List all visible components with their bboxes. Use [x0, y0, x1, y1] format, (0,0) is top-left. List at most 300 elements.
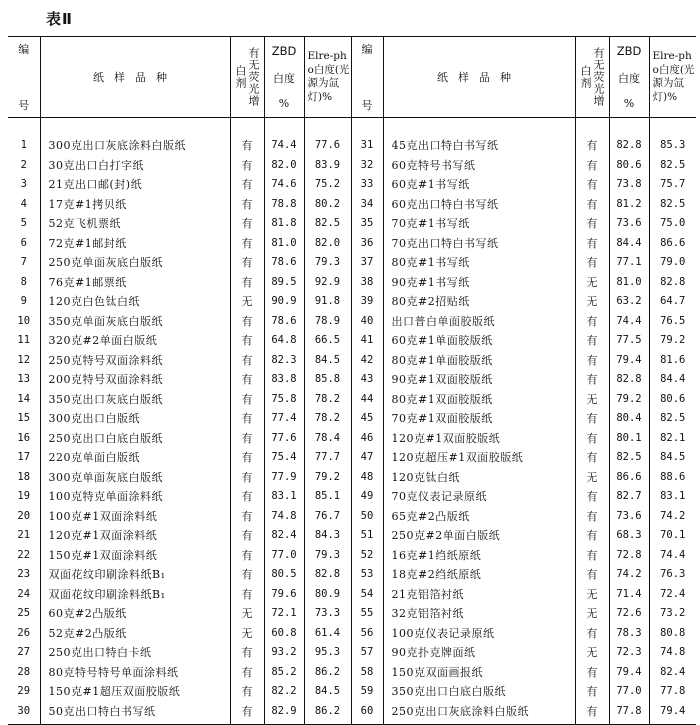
- fluorescent-flag: 有: [230, 565, 264, 585]
- table-row: [8, 292, 696, 312]
- row-number: 24: [17, 587, 31, 600]
- fluorescent-flag: 有: [230, 331, 264, 351]
- paper-name: 52克飞机票纸: [40, 214, 230, 234]
- row-number: 52: [351, 546, 383, 566]
- elrepho-value: 79.2: [304, 468, 351, 488]
- table-row: [8, 663, 696, 683]
- header-zbd-sub: 白度: [273, 71, 295, 85]
- paper-name: 120克白色钛白纸: [40, 292, 230, 312]
- paper-name: 双面花纹印刷涂料纸B₁: [40, 565, 230, 585]
- table-row: [8, 604, 696, 624]
- table-row: [8, 175, 696, 195]
- zbd-value: 73.6: [609, 507, 649, 527]
- fluorescent-flag: 有: [230, 234, 264, 254]
- elrepho-value: 86.2: [304, 663, 351, 683]
- row-number: 20: [17, 509, 31, 522]
- table-row: [8, 331, 696, 351]
- paper-name: 72克#1邮封纸: [40, 234, 230, 254]
- zbd-value: 63.2: [609, 292, 649, 312]
- paper-name: 70克#1双面胶版纸: [383, 409, 575, 429]
- elrepho-value: 61.4: [304, 624, 351, 644]
- zbd-value: 89.5: [264, 273, 304, 293]
- elrepho-value: 76.3: [649, 565, 696, 585]
- row-number: 28: [17, 665, 31, 678]
- row-number: 60: [351, 702, 383, 725]
- fluorescent-flag: 无: [230, 624, 264, 644]
- elrepho-value: 80.8: [649, 624, 696, 644]
- row-number: 26: [17, 626, 31, 639]
- paper-name: 120克#1双面胶版纸: [383, 429, 575, 449]
- table-row: [8, 682, 696, 702]
- fluorescent-flag: 有: [575, 195, 609, 215]
- row-number: 11: [17, 334, 31, 346]
- zbd-value: 85.2: [264, 663, 304, 683]
- row-number: 57: [351, 643, 383, 663]
- fluorescent-flag: 有: [230, 156, 264, 176]
- elrepho-value: 75.7: [649, 175, 696, 195]
- fluorescent-flag: 有: [575, 546, 609, 566]
- header-no-2: [351, 37, 383, 118]
- fluorescent-flag: 有: [230, 409, 264, 429]
- zbd-value: 77.1: [609, 253, 649, 273]
- fluorescent-flag: 有: [575, 624, 609, 644]
- header-no-top-2: 编: [361, 43, 373, 56]
- paper-name: 70克仪表记录原纸: [383, 487, 575, 507]
- zbd-value: 74.4: [609, 312, 649, 332]
- row-number: 32: [351, 156, 383, 176]
- fluorescent-flag: 有: [575, 118, 609, 156]
- row-number: 1: [20, 139, 27, 151]
- row-number: 17: [17, 451, 31, 463]
- fluorescent-flag: 有: [230, 702, 264, 725]
- paper-name: 90克扑克牌面纸: [383, 643, 575, 663]
- elrepho-value: 95.3: [304, 643, 351, 663]
- row-number: 33: [351, 175, 383, 195]
- paper-name: 80克#2招贴纸: [383, 292, 575, 312]
- table-row: [8, 702, 696, 725]
- row-number: 43: [351, 370, 383, 390]
- paper-name: 100克#1双面涂料纸: [40, 507, 230, 527]
- header-no-bottom-2: 号: [361, 99, 373, 112]
- header-zbd-2: [609, 37, 649, 118]
- table-row: [8, 448, 696, 468]
- fluorescent-flag: 有: [230, 118, 264, 156]
- paper-name: 250克特号双面涂料纸: [40, 351, 230, 371]
- row-number: 13: [17, 373, 31, 385]
- fluorescent-flag: 有: [230, 585, 264, 605]
- fluorescent-flag: 有: [575, 331, 609, 351]
- fluorescent-flag: 有: [575, 429, 609, 449]
- elrepho-value: 77.6: [304, 118, 351, 156]
- fluorescent-flag: 有: [230, 507, 264, 527]
- row-number: 19: [17, 490, 31, 502]
- row-number: 15: [17, 412, 31, 424]
- zbd-value: 81.0: [264, 234, 304, 254]
- zbd-value: 82.3: [264, 351, 304, 371]
- header-elrepho-label-2: Elre-pho白度(光源为氙灯)%: [652, 50, 695, 103]
- elrepho-value: 82.0: [304, 234, 351, 254]
- fluorescent-flag: 有: [230, 273, 264, 293]
- fluorescent-flag: 有: [230, 468, 264, 488]
- paper-name: 350克出口白底白版纸: [383, 682, 575, 702]
- zbd-value: 74.6: [264, 175, 304, 195]
- zbd-value: 84.4: [609, 234, 649, 254]
- zbd-value: 75.4: [264, 448, 304, 468]
- fluorescent-flag: 有: [230, 370, 264, 390]
- row-number: 18: [17, 470, 31, 483]
- fluorescent-flag: 无: [230, 292, 264, 312]
- table-row: [8, 468, 696, 488]
- elrepho-value: 78.4: [304, 429, 351, 449]
- elrepho-value: 76.7: [304, 507, 351, 527]
- table-row: [8, 526, 696, 546]
- table-title: 表Ⅱ: [46, 10, 73, 28]
- table-row: [8, 624, 696, 644]
- header-zbd-unit-2: %: [623, 97, 635, 110]
- elrepho-value: 77.7: [304, 448, 351, 468]
- table-row: [8, 195, 696, 215]
- fluorescent-flag: 有: [230, 175, 264, 195]
- paper-name: 120克超压#1双面胶版纸: [383, 448, 575, 468]
- row-number: 30: [17, 704, 31, 717]
- elrepho-value: 77.8: [649, 682, 696, 702]
- row-number: 47: [351, 448, 383, 468]
- zbd-value: 79.4: [609, 663, 649, 683]
- paper-name: 150克#1双面涂料纸: [40, 546, 230, 566]
- row-number: 3: [20, 178, 27, 190]
- zbd-value: 77.0: [264, 546, 304, 566]
- header-elrepho: [304, 37, 351, 118]
- row-number: 7: [20, 256, 27, 268]
- table-row: [8, 546, 696, 566]
- table-row: [8, 585, 696, 605]
- elrepho-value: 86.6: [649, 234, 696, 254]
- fluorescent-flag: 有: [575, 156, 609, 176]
- zbd-value: 80.6: [609, 156, 649, 176]
- zbd-value: 77.6: [264, 429, 304, 449]
- paper-name: 45克出口特白书写纸: [383, 118, 575, 156]
- row-number: 5: [20, 217, 27, 229]
- zbd-value: 68.3: [609, 526, 649, 546]
- paper-name: 100克仪表记录原纸: [383, 624, 575, 644]
- paper-name: 80克#1单面胶版纸: [383, 351, 575, 371]
- paper-name: 17克#1拷贝纸: [40, 195, 230, 215]
- zbd-value: 74.4: [264, 118, 304, 156]
- row-number: 35: [351, 214, 383, 234]
- header-row: [8, 37, 696, 118]
- header-fluorescent-label: 有无荧光增白剂: [234, 47, 260, 107]
- paper-name: 250克#2单面白版纸: [383, 526, 575, 546]
- row-number: 34: [351, 195, 383, 215]
- paper-name: 200克特号双面涂料纸: [40, 370, 230, 390]
- paper-name: 80克#1双面胶版纸: [383, 390, 575, 410]
- table-row: [8, 409, 696, 429]
- elrepho-value: 83.1: [649, 487, 696, 507]
- paper-name: 80克#1书写纸: [383, 253, 575, 273]
- table-row: [8, 565, 696, 585]
- fluorescent-flag: 无: [575, 292, 609, 312]
- zbd-value: 83.1: [264, 487, 304, 507]
- zbd-value: 78.6: [264, 312, 304, 332]
- row-number: 10: [17, 314, 31, 327]
- paper-name: 52克#2凸版纸: [40, 624, 230, 644]
- zbd-value: 80.4: [609, 409, 649, 429]
- paper-name: 250克出口白底白版纸: [40, 429, 230, 449]
- elrepho-value: 85.8: [304, 370, 351, 390]
- header-zbd-title: ZBD: [271, 44, 297, 58]
- paper-name: 21克铝箔衬纸: [383, 585, 575, 605]
- row-number: 49: [351, 487, 383, 507]
- zbd-value: 77.4: [264, 409, 304, 429]
- elrepho-value: 82.1: [649, 429, 696, 449]
- zbd-value: 81.8: [264, 214, 304, 234]
- row-number: 50: [351, 507, 383, 527]
- fluorescent-flag: 有: [230, 312, 264, 332]
- zbd-value: 60.8: [264, 624, 304, 644]
- zbd-value: 82.0: [264, 156, 304, 176]
- paper-name: 250克出口特白卡纸: [40, 643, 230, 663]
- elrepho-value: 83.9: [304, 156, 351, 176]
- table-row: [8, 487, 696, 507]
- paper-name: 300克出口灰底涂料白版纸: [40, 118, 230, 156]
- table-row: [8, 312, 696, 332]
- row-number: 39: [351, 292, 383, 312]
- zbd-value: 72.8: [609, 546, 649, 566]
- table-row: [8, 253, 696, 273]
- whiteness-table: [8, 36, 696, 725]
- zbd-value: 77.5: [609, 331, 649, 351]
- fluorescent-flag: 有: [575, 526, 609, 546]
- table-row: [8, 118, 696, 156]
- table-row: [8, 234, 696, 254]
- fluorescent-flag: 无: [575, 273, 609, 293]
- elrepho-value: 82.8: [649, 273, 696, 293]
- elrepho-value: 81.6: [649, 351, 696, 371]
- row-number: 55: [351, 604, 383, 624]
- row-number: 27: [17, 646, 31, 658]
- elrepho-value: 79.3: [304, 546, 351, 566]
- paper-name: 32克铝箔衬纸: [383, 604, 575, 624]
- zbd-value: 78.3: [609, 624, 649, 644]
- row-number: 51: [351, 526, 383, 546]
- header-fluorescent-label-2: 有无荧光增白剂: [579, 47, 605, 107]
- fluorescent-flag: 有: [575, 663, 609, 683]
- row-number: 54: [351, 585, 383, 605]
- fluorescent-flag: 有: [230, 390, 264, 410]
- header-fluorescent: [230, 37, 264, 118]
- zbd-value: 79.4: [609, 351, 649, 371]
- zbd-value: 74.2: [609, 565, 649, 585]
- paper-name: 300克单面灰底白版纸: [40, 468, 230, 488]
- fluorescent-flag: 有: [230, 195, 264, 215]
- elrepho-value: 85.3: [649, 118, 696, 156]
- fluorescent-flag: 有: [575, 702, 609, 725]
- fluorescent-flag: 有: [230, 253, 264, 273]
- fluorescent-flag: 有: [230, 546, 264, 566]
- elrepho-value: 73.2: [649, 604, 696, 624]
- zbd-value: 75.8: [264, 390, 304, 410]
- elrepho-value: 84.3: [304, 526, 351, 546]
- elrepho-value: 78.9: [304, 312, 351, 332]
- zbd-value: 74.8: [264, 507, 304, 527]
- paper-name: 150克双面画报纸: [383, 663, 575, 683]
- table-row: [8, 507, 696, 527]
- row-number: 16: [17, 431, 31, 444]
- zbd-value: 90.9: [264, 292, 304, 312]
- row-number: 4: [20, 197, 27, 210]
- elrepho-value: 84.5: [649, 448, 696, 468]
- table-row: [8, 370, 696, 390]
- elrepho-value: 79.2: [649, 331, 696, 351]
- fluorescent-flag: 无: [575, 643, 609, 663]
- elrepho-value: 82.8: [304, 565, 351, 585]
- zbd-value: 82.4: [264, 526, 304, 546]
- row-number: 59: [351, 682, 383, 702]
- paper-name: 300克出口白版纸: [40, 409, 230, 429]
- paper-name: 150克#1超压双面胶版纸: [40, 682, 230, 702]
- elrepho-value: 75.0: [649, 214, 696, 234]
- fluorescent-flag: 有: [230, 663, 264, 683]
- row-number: 9: [20, 295, 27, 307]
- header-name: [40, 37, 230, 118]
- zbd-value: 82.8: [609, 370, 649, 390]
- header-zbd-sub-2: 白度: [618, 71, 640, 85]
- paper-name: 70克出口特白书写纸: [383, 234, 575, 254]
- zbd-value: 82.9: [264, 702, 304, 725]
- elrepho-value: 73.3: [304, 604, 351, 624]
- zbd-value: 77.8: [609, 702, 649, 725]
- elrepho-value: 76.5: [649, 312, 696, 332]
- zbd-value: 78.6: [264, 253, 304, 273]
- zbd-value: 81.0: [609, 273, 649, 293]
- row-number: 40: [351, 312, 383, 332]
- row-number: 41: [351, 331, 383, 351]
- row-number: 45: [351, 409, 383, 429]
- paper-name: 90克#1双面胶版纸: [383, 370, 575, 390]
- row-number: 2: [20, 158, 27, 171]
- fluorescent-flag: 有: [230, 682, 264, 702]
- elrepho-value: 74.8: [649, 643, 696, 663]
- row-number: 53: [351, 565, 383, 585]
- fluorescent-flag: 有: [230, 487, 264, 507]
- elrepho-value: 82.5: [649, 195, 696, 215]
- elrepho-value: 80.2: [304, 195, 351, 215]
- zbd-value: 72.1: [264, 604, 304, 624]
- paper-name: 350克出口灰底白版纸: [40, 390, 230, 410]
- zbd-value: 82.5: [609, 448, 649, 468]
- paper-name: 120克#1双面涂料纸: [40, 526, 230, 546]
- zbd-value: 79.2: [609, 390, 649, 410]
- row-number: 12: [17, 353, 31, 366]
- row-number: 42: [351, 351, 383, 371]
- fluorescent-flag: 无: [575, 468, 609, 488]
- paper-name: 70克#1书写纸: [383, 214, 575, 234]
- zbd-value: 78.8: [264, 195, 304, 215]
- fluorescent-flag: 有: [230, 643, 264, 663]
- elrepho-value: 74.2: [649, 507, 696, 527]
- paper-name: 50克出口特白书写纸: [40, 702, 230, 725]
- paper-name: 320克#2单面白版纸: [40, 331, 230, 351]
- paper-name: 21克出口邮(封)纸: [40, 175, 230, 195]
- fluorescent-flag: 有: [575, 487, 609, 507]
- header-elrepho-2: [649, 37, 696, 118]
- elrepho-value: 92.9: [304, 273, 351, 293]
- header-name-label-2: 纸样品种: [437, 71, 521, 84]
- fluorescent-flag: 有: [575, 234, 609, 254]
- paper-name: 60克特号书写纸: [383, 156, 575, 176]
- header-zbd: [264, 37, 304, 118]
- row-number: 8: [20, 275, 27, 288]
- fluorescent-flag: 有: [230, 448, 264, 468]
- fluorescent-flag: 无: [575, 604, 609, 624]
- elrepho-value: 82.5: [649, 156, 696, 176]
- table-body: [8, 118, 696, 725]
- fluorescent-flag: 有: [230, 351, 264, 371]
- elrepho-value: 64.7: [649, 292, 696, 312]
- zbd-value: 79.6: [264, 585, 304, 605]
- zbd-value: 81.2: [609, 195, 649, 215]
- row-number: 31: [351, 118, 383, 156]
- row-number: 46: [351, 429, 383, 449]
- row-number: 56: [351, 624, 383, 644]
- fluorescent-flag: 有: [230, 214, 264, 234]
- zbd-value: 72.3: [609, 643, 649, 663]
- fluorescent-flag: 无: [575, 390, 609, 410]
- paper-name: 65克#2凸版纸: [383, 507, 575, 527]
- header-zbd-unit: %: [278, 97, 290, 110]
- fluorescent-flag: 无: [230, 604, 264, 624]
- fluorescent-flag: 有: [575, 409, 609, 429]
- row-number: 14: [17, 392, 31, 405]
- elrepho-value: 82.5: [649, 409, 696, 429]
- header-name-label: 纸样品种: [93, 71, 177, 84]
- zbd-value: 83.8: [264, 370, 304, 390]
- zbd-value: 82.8: [609, 118, 649, 156]
- row-number: 58: [351, 663, 383, 683]
- header-no: [8, 37, 40, 118]
- paper-name: 60克#1书写纸: [383, 175, 575, 195]
- elrepho-value: 84.4: [649, 370, 696, 390]
- header-no-top: 编: [18, 43, 30, 56]
- zbd-value: 73.6: [609, 214, 649, 234]
- elrepho-value: 84.5: [304, 351, 351, 371]
- elrepho-value: 82.5: [304, 214, 351, 234]
- table-row: [8, 156, 696, 176]
- row-number: 37: [351, 253, 383, 273]
- elrepho-value: 66.5: [304, 331, 351, 351]
- paper-name: 80克特号特号单面涂料纸: [40, 663, 230, 683]
- elrepho-value: 82.4: [649, 663, 696, 683]
- zbd-value: 80.1: [609, 429, 649, 449]
- zbd-value: 86.6: [609, 468, 649, 488]
- zbd-value: 77.0: [609, 682, 649, 702]
- zbd-value: 82.7: [609, 487, 649, 507]
- paper-name: 250克出口灰底涂料白版纸: [383, 702, 575, 725]
- elrepho-value: 78.2: [304, 409, 351, 429]
- zbd-value: 64.8: [264, 331, 304, 351]
- fluorescent-flag: 有: [575, 351, 609, 371]
- elrepho-value: 88.6: [649, 468, 696, 488]
- row-number: 36: [351, 234, 383, 254]
- row-number: 22: [17, 548, 31, 561]
- row-number: 6: [20, 236, 27, 249]
- paper-name: 100克特克单面涂料纸: [40, 487, 230, 507]
- zbd-value: 82.2: [264, 682, 304, 702]
- elrepho-value: 70.1: [649, 526, 696, 546]
- elrepho-value: 74.4: [649, 546, 696, 566]
- table-row: [8, 214, 696, 234]
- paper-name: 双面花纹印刷涂料纸B₁: [40, 585, 230, 605]
